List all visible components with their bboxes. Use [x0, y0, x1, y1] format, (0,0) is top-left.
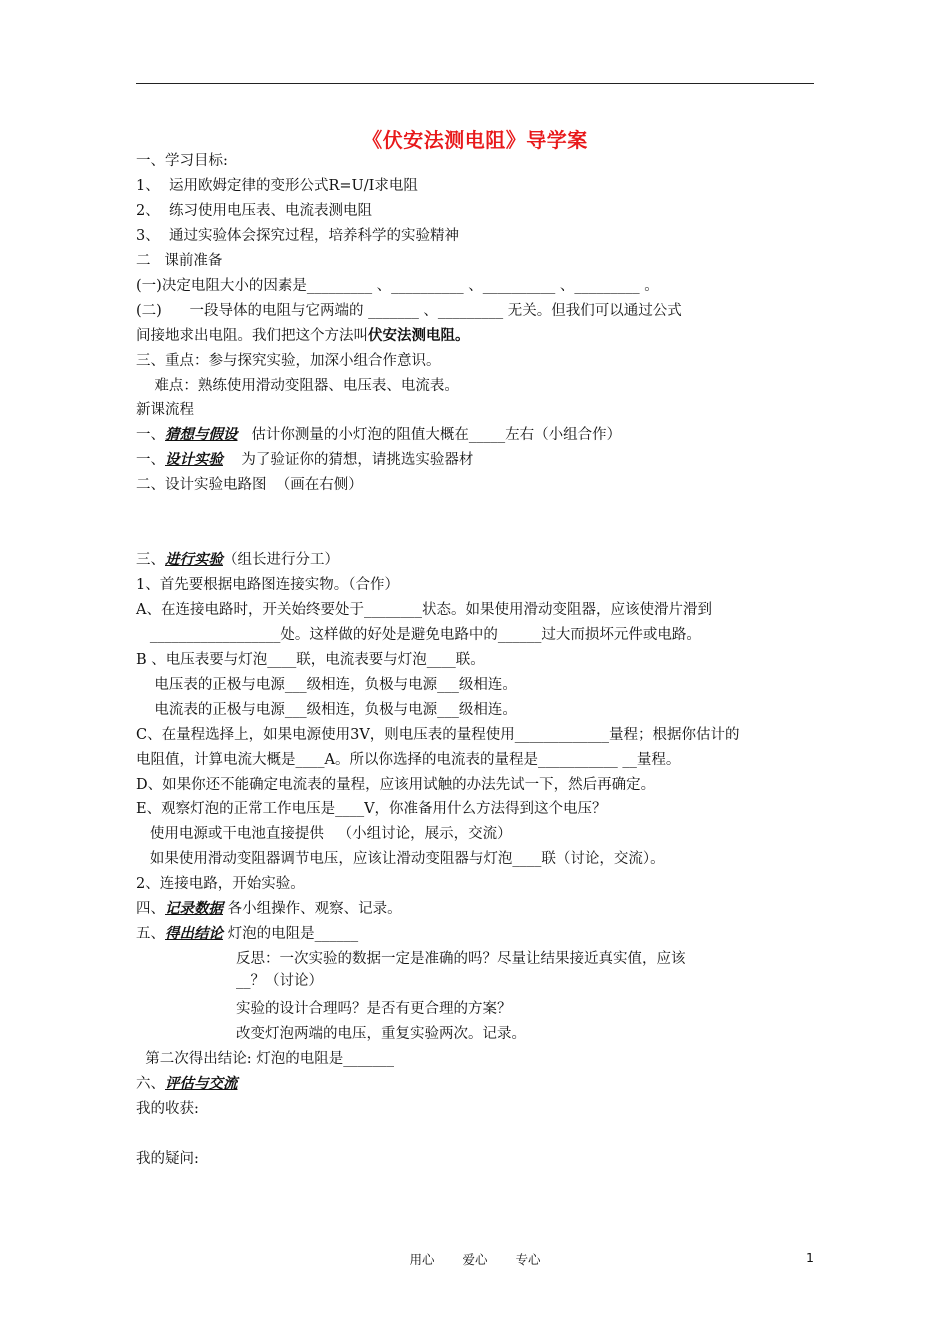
page-title: 《伏安法测电阻》导学案 — [362, 128, 588, 152]
text-line: B 、电压表要与灯泡____联，电流表要与灯泡____联。 — [136, 652, 485, 668]
text-line: 改变灯泡两端的电压，重复实验两次。记录。 — [236, 1026, 526, 1042]
text-run: 一、 — [136, 452, 165, 468]
text-line: 如果使用滑动变阻器调节电压，应该让滑动变阻器与灯泡____联（讨论，交流）。 — [136, 851, 665, 867]
text-line — [136, 451, 473, 469]
text-run: 四、 — [136, 901, 165, 917]
text-line: 3、 通过实验体会探究过程，培养科学的实验精神 — [136, 228, 459, 244]
text-line: 实验的设计合理吗？是否有更合理的方案？ — [236, 1001, 512, 1017]
section-heading: 猜想与假设 — [165, 427, 238, 443]
method-name: 伏安法测电阻。 — [368, 328, 470, 344]
text-line: __________________处。这样做的好处是避免电路中的______过大而损坏元件或电路。 — [136, 627, 701, 643]
text-run: 估计你测量的小灯泡的阻值大概在_____左右（小组合作） — [237, 427, 622, 443]
section-heading: 记录数据 — [165, 901, 223, 917]
section-heading: 设计实验 — [165, 452, 223, 468]
text-run: 六、 — [136, 1076, 165, 1092]
page-number: 1 — [806, 1250, 814, 1265]
text-line: 电流表的正极与电源___级相连，负极与电源___级相连。 — [136, 702, 517, 718]
section-heading: 进行实验 — [165, 552, 223, 568]
text-line: __？（讨论） — [236, 973, 323, 989]
text-line: (二) 一段导体的电阻与它两端的 _______ 、_________ 无关。但我们可以通过公式 — [136, 303, 682, 319]
text-line: (一)决定电阻大小的因素是_________ 、__________ 、__________ 、_________ 。 — [136, 278, 659, 294]
text-run: 五、 — [136, 926, 165, 942]
text-run: 各小组操作、观察、记录。 — [223, 901, 402, 917]
text-line — [136, 426, 621, 444]
text-line: 电阻值，计算电流大概是____A。所以你选择的电流表的量程是___________ __量程。 — [136, 752, 681, 768]
header-rule — [136, 83, 814, 84]
text-line — [136, 925, 358, 943]
text-line: 反思：一次实验的数据一定是准确的吗？尽量让结果接近真实值，应该 — [236, 951, 686, 967]
footer-text: 专心 — [515, 1252, 541, 1267]
text-line: 难点：熟练使用滑动变阻器、电压表、电流表。 — [136, 378, 459, 394]
text-line: D、如果你还不能确定电流表的量程，应该用试触的办法先试一下，然后再确定。 — [136, 777, 656, 793]
text-line: A、在连接电路时，开关始终要处于________状态。如果使用滑动变阻器，应该使滑片滑到 — [136, 602, 712, 618]
text-run: （组长进行分工） — [223, 552, 339, 568]
text-line: 2、 练习使用电压表、电流表测电阻 — [136, 203, 372, 219]
text-line: 新课流程 — [136, 402, 194, 418]
text-run: 一、 — [136, 427, 165, 443]
text-line: 一、学习目标: — [136, 153, 228, 169]
text-line: 二、设计实验电路图 （画在右侧） — [136, 477, 363, 493]
text-line: 使用电源或干电池直接提供 （小组讨论，展示，交流） — [136, 826, 512, 842]
text-run: 间接地求出电阻。我们把这个方法叫 — [136, 328, 368, 344]
section-heading: 评估与交流 — [165, 1076, 238, 1092]
text-line — [136, 327, 470, 345]
footer-text: 用心 — [409, 1252, 435, 1267]
text-line: 我的疑问: — [136, 1151, 199, 1167]
text-line — [136, 900, 402, 918]
section-heading: 得出结论 — [165, 926, 223, 942]
text-line: 1、 运用欧姆定律的变形公式R=U/I求电阻 — [136, 178, 418, 194]
text-run: 三、 — [136, 552, 165, 568]
text-line: 1、首先要根据电路图连接实物。（合作） — [136, 577, 399, 593]
text-line: 三、重点：参与探究实验，加深小组合作意识。 — [136, 353, 441, 369]
text-line — [136, 551, 339, 569]
text-run: 灯泡的电阻是______ — [223, 926, 359, 942]
text-line: 我的收获: — [136, 1101, 199, 1117]
text-line: 2、连接电路，开始实验。 — [136, 876, 305, 892]
text-line: C、在量程选择上，如果电源使用3V，则电压表的量程使用_____________量程；根据你估计的 — [136, 727, 740, 743]
text-line: 电压表的正极与电源___级相连，负极与电源___级相连。 — [136, 677, 517, 693]
text-line: E、观察灯泡的正常工作电压是____V，你准备用什么方法得到这个电压？ — [136, 801, 607, 817]
footer-text: 爱心 — [462, 1252, 488, 1267]
text-line — [136, 1075, 238, 1093]
text-run: 为了验证你的猜想，请挑选实验器材 — [223, 452, 474, 468]
text-line: 二 课前准备 — [136, 253, 223, 269]
text-line: 第二次得出结论: 灯泡的电阻是_______ — [136, 1051, 394, 1067]
